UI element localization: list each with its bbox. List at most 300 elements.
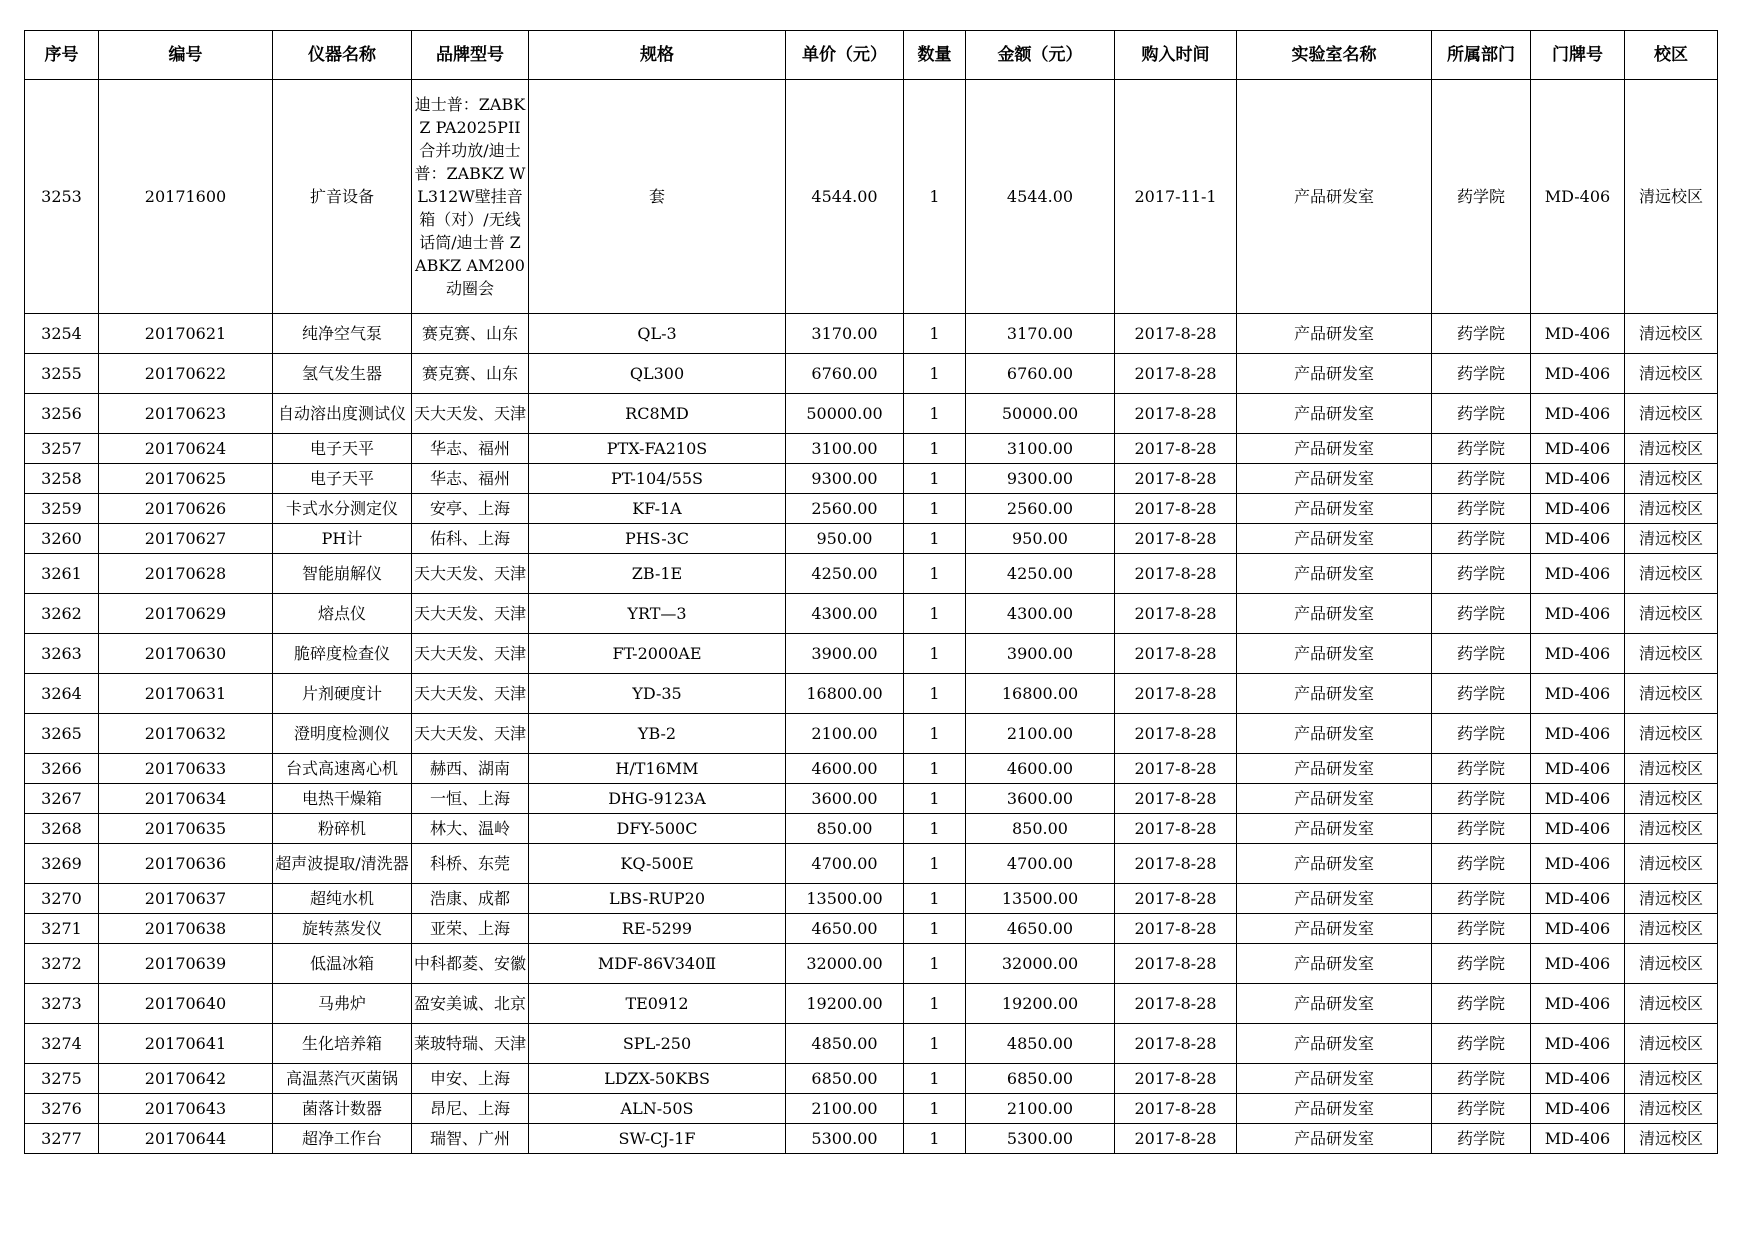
cell-name-text: 马弗炉	[317, 994, 366, 1013]
cell-room	[1531, 944, 1625, 984]
cell-campus	[1625, 844, 1718, 884]
cell-price	[786, 754, 904, 784]
cell-seq	[25, 554, 99, 594]
cell-amount	[966, 914, 1115, 944]
cell-brand-text: 天大天发、天津	[414, 724, 526, 743]
cell-room	[1531, 1064, 1625, 1094]
cell-date-text: 2017-8-28	[1134, 919, 1217, 938]
cell-spec-text: RC8MD	[625, 404, 689, 423]
cell-spec-text: PT-104/55S	[610, 469, 704, 488]
cell-room	[1531, 1124, 1625, 1154]
cell-amount	[966, 754, 1115, 784]
cell-campus	[1625, 944, 1718, 984]
cell-lab-text: 产品研发室	[1293, 187, 1374, 206]
table-row	[25, 914, 1718, 944]
cell-date	[1115, 714, 1237, 754]
cell-brand	[412, 944, 529, 984]
cell-price-text: 4300.00	[811, 604, 878, 623]
cell-dept-text: 药学院	[1456, 954, 1505, 973]
cell-name-text: 自动溶出度测试仪	[277, 404, 406, 423]
cell-dept	[1432, 634, 1531, 674]
cell-price	[786, 844, 904, 884]
cell-room	[1531, 494, 1625, 524]
cell-amount	[966, 594, 1115, 634]
cell-brand-text: 一恒、上海	[429, 789, 510, 808]
cell-campus-text: 清远校区	[1638, 1099, 1703, 1118]
cell-date-text: 2017-8-28	[1134, 1099, 1217, 1118]
cell-amount	[966, 634, 1115, 674]
cell-name	[273, 714, 412, 754]
cell-brand	[412, 594, 529, 634]
cell-campus	[1625, 464, 1718, 494]
cell-price-text: 4700.00	[811, 854, 878, 873]
cell-spec	[529, 594, 786, 634]
cell-brand	[412, 434, 529, 464]
cell-spec	[529, 1024, 786, 1064]
table-row	[25, 844, 1718, 884]
cell-amount-text: 4850.00	[1006, 1034, 1074, 1053]
cell-qty	[904, 634, 966, 674]
cell-name	[273, 494, 412, 524]
cell-price	[786, 634, 904, 674]
cell-dept-text: 药学院	[1456, 994, 1505, 1013]
cell-spec	[529, 944, 786, 984]
cell-dept	[1432, 464, 1531, 494]
cell-room-text: MD-406	[1544, 564, 1611, 583]
cell-brand	[412, 844, 529, 884]
cell-seq	[25, 354, 99, 394]
cell-brand-text: 华志、福州	[429, 469, 510, 488]
cell-dept-text: 药学院	[1456, 1129, 1505, 1148]
cell-price	[786, 314, 904, 354]
cell-lab-text: 产品研发室	[1293, 364, 1374, 383]
header-dept: 所属部门	[1432, 31, 1531, 80]
cell-spec	[529, 394, 786, 434]
cell-spec-text: QL300	[629, 364, 685, 383]
cell-room-text: MD-406	[1544, 604, 1611, 623]
table-row	[25, 394, 1718, 434]
cell-lab-text: 产品研发室	[1293, 684, 1374, 703]
cell-dept	[1432, 594, 1531, 634]
cell-name-text: PH计	[321, 529, 363, 548]
cell-room	[1531, 434, 1625, 464]
cell-campus-text: 清远校区	[1638, 1129, 1703, 1148]
cell-campus-text: 清远校区	[1638, 954, 1703, 973]
cell-brand-text: 浩康、成都	[429, 889, 510, 908]
cell-amount-text: 3600.00	[1006, 789, 1074, 808]
cell-campus-text: 清远校区	[1638, 724, 1703, 743]
cell-date	[1115, 1094, 1237, 1124]
cell-dept-text: 药学院	[1456, 469, 1505, 488]
cell-amount	[966, 464, 1115, 494]
cell-lab-text: 产品研发室	[1293, 644, 1374, 663]
cell-spec-text: SPL-250	[622, 1034, 692, 1053]
cell-dept-text: 药学院	[1456, 644, 1505, 663]
cell-lab-text: 产品研发室	[1293, 1034, 1374, 1053]
cell-name-text: 超净工作台	[301, 1129, 382, 1148]
cell-code	[99, 634, 273, 674]
cell-amount-text: 4544.00	[1006, 187, 1074, 206]
cell-name	[273, 394, 412, 434]
cell-brand	[412, 494, 529, 524]
table-row	[25, 1094, 1718, 1124]
cell-amount	[966, 1124, 1115, 1154]
cell-amount	[966, 814, 1115, 844]
cell-seq-text: 3277	[41, 1129, 82, 1148]
cell-lab-text: 产品研发室	[1293, 1129, 1374, 1148]
cell-dept-text: 药学院	[1456, 364, 1505, 383]
cell-lab	[1237, 754, 1432, 784]
cell-code-text: 20171600	[144, 187, 227, 206]
cell-spec-text: YB-2	[637, 724, 677, 743]
cell-qty	[904, 1064, 966, 1094]
cell-code-text: 20170643	[144, 1099, 227, 1118]
cell-date	[1115, 814, 1237, 844]
cell-qty-text: 1	[929, 529, 940, 548]
cell-seq-text: 3271	[41, 919, 82, 938]
cell-lab-text: 产品研发室	[1293, 529, 1374, 548]
cell-date	[1115, 354, 1237, 394]
cell-dept	[1432, 394, 1531, 434]
cell-dept	[1432, 754, 1531, 784]
cell-date-text: 2017-8-28	[1134, 499, 1217, 518]
cell-dept	[1432, 354, 1531, 394]
cell-dept-text: 药学院	[1456, 759, 1505, 778]
cell-dept-text: 药学院	[1456, 187, 1505, 206]
cell-amount	[966, 944, 1115, 984]
cell-seq	[25, 944, 99, 984]
cell-name	[273, 634, 412, 674]
cell-lab-text: 产品研发室	[1293, 759, 1374, 778]
cell-dept	[1432, 1124, 1531, 1154]
cell-seq-text: 3257	[41, 439, 82, 458]
cell-qty	[904, 674, 966, 714]
cell-room	[1531, 844, 1625, 884]
cell-name-text: 电子天平	[309, 469, 374, 488]
cell-amount	[966, 714, 1115, 754]
cell-qty-text: 1	[929, 819, 940, 838]
cell-qty	[904, 1094, 966, 1124]
cell-amount-text: 850.00	[1012, 819, 1068, 838]
cell-room-text: MD-406	[1544, 644, 1611, 663]
cell-seq-text: 3259	[41, 499, 82, 518]
cell-name-text: 氢气发生器	[301, 364, 382, 383]
cell-lab	[1237, 394, 1432, 434]
cell-room-text: MD-406	[1544, 1129, 1611, 1148]
cell-name	[273, 754, 412, 784]
cell-brand-text: 迪士普：ZABKZ PA2025PII合并功放/迪士普：ZABKZ WL312W壁挂音箱（对）/无线话筒/迪士普 ZABKZ AM200动圈会	[414, 95, 526, 298]
cell-date	[1115, 674, 1237, 714]
cell-seq-text: 3274	[41, 1034, 82, 1053]
cell-date	[1115, 554, 1237, 594]
cell-name	[273, 464, 412, 494]
cell-name-text: 低温冰箱	[309, 954, 374, 973]
cell-date-text: 2017-8-28	[1134, 564, 1217, 583]
cell-code-text: 20170644	[144, 1129, 227, 1148]
cell-code-text: 20170635	[144, 819, 227, 838]
cell-lab	[1237, 1024, 1432, 1064]
cell-price	[786, 714, 904, 754]
cell-campus	[1625, 524, 1718, 554]
cell-brand-text: 盈安美诚、北京	[414, 994, 526, 1013]
cell-amount	[966, 494, 1115, 524]
cell-date-text: 2017-8-28	[1134, 684, 1217, 703]
cell-seq	[25, 984, 99, 1024]
cell-brand-text: 天大天发、天津	[414, 564, 526, 583]
cell-amount-text: 3100.00	[1006, 439, 1074, 458]
cell-qty	[904, 1024, 966, 1064]
cell-name	[273, 984, 412, 1024]
cell-date-text: 2017-8-28	[1134, 889, 1217, 908]
cell-spec	[529, 314, 786, 354]
cell-code-text: 20170640	[144, 994, 227, 1013]
cell-amount-text: 50000.00	[1001, 404, 1079, 423]
cell-campus-text: 清远校区	[1638, 819, 1703, 838]
cell-qty-text: 1	[929, 499, 940, 518]
cell-name	[273, 314, 412, 354]
cell-dept-text: 药学院	[1456, 1034, 1505, 1053]
cell-code-text: 20170629	[144, 604, 227, 623]
cell-name-text: 粉碎机	[317, 819, 366, 838]
cell-qty-text: 1	[929, 724, 940, 743]
cell-spec	[529, 634, 786, 674]
cell-dept	[1432, 314, 1531, 354]
table-row	[25, 1064, 1718, 1094]
cell-campus	[1625, 1064, 1718, 1094]
cell-brand	[412, 554, 529, 594]
cell-lab	[1237, 634, 1432, 674]
cell-seq-text: 3256	[41, 404, 82, 423]
cell-campus-text: 清远校区	[1638, 644, 1703, 663]
cell-dept	[1432, 554, 1531, 594]
cell-campus	[1625, 634, 1718, 674]
cell-code-text: 20170631	[144, 684, 227, 703]
cell-seq	[25, 80, 99, 314]
cell-room-text: MD-406	[1544, 889, 1611, 908]
cell-campus	[1625, 674, 1718, 714]
cell-date-text: 2017-8-28	[1134, 1069, 1217, 1088]
cell-code	[99, 914, 273, 944]
cell-seq-text: 3258	[41, 469, 82, 488]
cell-spec-text: TE0912	[625, 994, 689, 1013]
cell-campus	[1625, 914, 1718, 944]
cell-seq-text: 3276	[41, 1099, 82, 1118]
cell-campus	[1625, 554, 1718, 594]
cell-qty	[904, 80, 966, 314]
cell-amount-text: 4300.00	[1006, 604, 1074, 623]
cell-lab	[1237, 524, 1432, 554]
cell-room-text: MD-406	[1544, 919, 1611, 938]
equipment-table	[24, 30, 1718, 1154]
cell-room-text: MD-406	[1544, 684, 1611, 703]
cell-campus	[1625, 784, 1718, 814]
cell-lab-text: 产品研发室	[1293, 469, 1374, 488]
cell-dept	[1432, 1024, 1531, 1064]
cell-code-text: 20170623	[144, 404, 227, 423]
cell-code	[99, 844, 273, 884]
cell-room	[1531, 634, 1625, 674]
cell-name	[273, 1124, 412, 1154]
cell-dept-text: 药学院	[1456, 889, 1505, 908]
cell-room-text: MD-406	[1544, 819, 1611, 838]
cell-price	[786, 914, 904, 944]
cell-brand-text: 赛克赛、山东	[421, 364, 518, 383]
cell-lab	[1237, 784, 1432, 814]
cell-brand-text: 赫西、湖南	[429, 759, 510, 778]
cell-room-text: MD-406	[1544, 439, 1611, 458]
cell-price-text: 32000.00	[806, 954, 883, 973]
cell-seq-text: 3255	[41, 364, 82, 383]
cell-lab	[1237, 314, 1432, 354]
cell-code-text: 20170626	[144, 499, 227, 518]
cell-spec-text: MDF-86V340Ⅱ	[597, 954, 717, 973]
cell-seq-text: 3270	[41, 889, 82, 908]
header-name: 仪器名称	[273, 31, 412, 80]
cell-room	[1531, 984, 1625, 1024]
cell-seq-text: 3253	[41, 187, 82, 206]
cell-dept-text: 药学院	[1456, 439, 1505, 458]
cell-lab-text: 产品研发室	[1293, 324, 1374, 343]
cell-amount	[966, 554, 1115, 594]
cell-code	[99, 1094, 273, 1124]
cell-qty	[904, 494, 966, 524]
table-row	[25, 434, 1718, 464]
cell-name-text: 高温蒸汽灭菌锅	[285, 1069, 398, 1088]
cell-lab-text: 产品研发室	[1293, 919, 1374, 938]
cell-campus	[1625, 754, 1718, 784]
cell-code-text: 20170638	[144, 919, 227, 938]
cell-code-text: 20170636	[144, 854, 227, 873]
cell-spec	[529, 554, 786, 594]
cell-room-text: MD-406	[1544, 469, 1611, 488]
cell-brand-text: 林大、温岭	[429, 819, 510, 838]
header-qty: 数量	[904, 31, 966, 80]
cell-date	[1115, 494, 1237, 524]
table-row	[25, 1024, 1718, 1064]
cell-price	[786, 674, 904, 714]
cell-seq-text: 3272	[41, 954, 82, 973]
cell-qty-text: 1	[929, 187, 940, 206]
table-row	[25, 314, 1718, 354]
cell-campus	[1625, 434, 1718, 464]
cell-amount-text: 6760.00	[1006, 364, 1074, 383]
cell-room	[1531, 354, 1625, 394]
cell-name-text: 扩音设备	[309, 187, 374, 206]
cell-seq	[25, 784, 99, 814]
cell-qty	[904, 434, 966, 464]
table-row	[25, 354, 1718, 394]
cell-brand	[412, 784, 529, 814]
cell-qty-text: 1	[929, 324, 940, 343]
cell-brand-text: 佑科、上海	[429, 529, 510, 548]
cell-brand-text: 安亭、上海	[429, 499, 510, 518]
cell-price	[786, 494, 904, 524]
cell-amount-text: 950.00	[1012, 529, 1068, 548]
cell-price	[786, 1094, 904, 1124]
cell-room	[1531, 394, 1625, 434]
cell-spec-text: KQ-500E	[620, 854, 694, 873]
cell-amount-text: 4650.00	[1006, 919, 1074, 938]
table-row	[25, 524, 1718, 554]
table-row	[25, 494, 1718, 524]
cell-spec-text: ZB-1E	[631, 564, 683, 583]
cell-lab-text: 产品研发室	[1293, 789, 1374, 808]
cell-dept-text: 药学院	[1456, 684, 1505, 703]
cell-campus	[1625, 1094, 1718, 1124]
cell-lab	[1237, 494, 1432, 524]
cell-brand-text: 科桥、东莞	[429, 854, 510, 873]
cell-room	[1531, 754, 1625, 784]
cell-campus-text: 清远校区	[1638, 684, 1703, 703]
cell-price	[786, 814, 904, 844]
cell-room	[1531, 784, 1625, 814]
cell-code-text: 20170625	[144, 469, 227, 488]
cell-amount-text: 19200.00	[1001, 994, 1079, 1013]
cell-price-text: 950.00	[816, 529, 873, 548]
cell-seq	[25, 594, 99, 634]
cell-lab	[1237, 554, 1432, 594]
cell-seq	[25, 434, 99, 464]
cell-price-text: 4850.00	[811, 1034, 878, 1053]
cell-amount-text: 4700.00	[1006, 854, 1074, 873]
cell-spec-text: LDZX-50KBS	[604, 1069, 710, 1088]
cell-room	[1531, 1094, 1625, 1124]
cell-dept	[1432, 80, 1531, 314]
cell-name	[273, 914, 412, 944]
cell-code-text: 20170633	[144, 759, 227, 778]
cell-qty-text: 1	[929, 759, 940, 778]
cell-name-text: 生化培养箱	[301, 1034, 382, 1053]
cell-amount-text: 4600.00	[1006, 759, 1074, 778]
cell-code	[99, 434, 273, 464]
cell-seq	[25, 1024, 99, 1064]
header-row	[25, 31, 1718, 80]
header-date: 购入时间	[1115, 31, 1237, 80]
cell-qty-text: 1	[929, 1099, 940, 1118]
cell-date	[1115, 784, 1237, 814]
cell-brand	[412, 1024, 529, 1064]
cell-code	[99, 464, 273, 494]
cell-room	[1531, 1024, 1625, 1064]
cell-date	[1115, 434, 1237, 464]
cell-qty-text: 1	[929, 564, 940, 583]
cell-name-text: 电热干燥箱	[301, 789, 382, 808]
cell-dept-text: 药学院	[1456, 854, 1505, 873]
cell-spec-text: QL-3	[637, 324, 677, 343]
cell-code	[99, 494, 273, 524]
cell-amount-text: 2100.00	[1006, 724, 1074, 743]
cell-date-text: 2017-8-28	[1134, 854, 1217, 873]
cell-code	[99, 754, 273, 784]
cell-brand-text: 华志、福州	[429, 439, 510, 458]
cell-date-text: 2017-8-28	[1134, 644, 1217, 663]
table-row	[25, 1124, 1718, 1154]
cell-amount	[966, 1024, 1115, 1064]
cell-name-text: 脆碎度检查仪	[293, 644, 390, 663]
cell-date	[1115, 314, 1237, 354]
cell-date-text: 2017-8-28	[1134, 529, 1217, 548]
cell-lab	[1237, 1064, 1432, 1094]
cell-name	[273, 674, 412, 714]
cell-lab-text: 产品研发室	[1293, 1099, 1374, 1118]
header-campus: 校区	[1625, 31, 1718, 80]
cell-seq	[25, 844, 99, 884]
cell-dept-text: 药学院	[1456, 404, 1505, 423]
header-amount: 金额（元）	[966, 31, 1115, 80]
cell-amount	[966, 314, 1115, 354]
cell-brand	[412, 914, 529, 944]
cell-date	[1115, 914, 1237, 944]
